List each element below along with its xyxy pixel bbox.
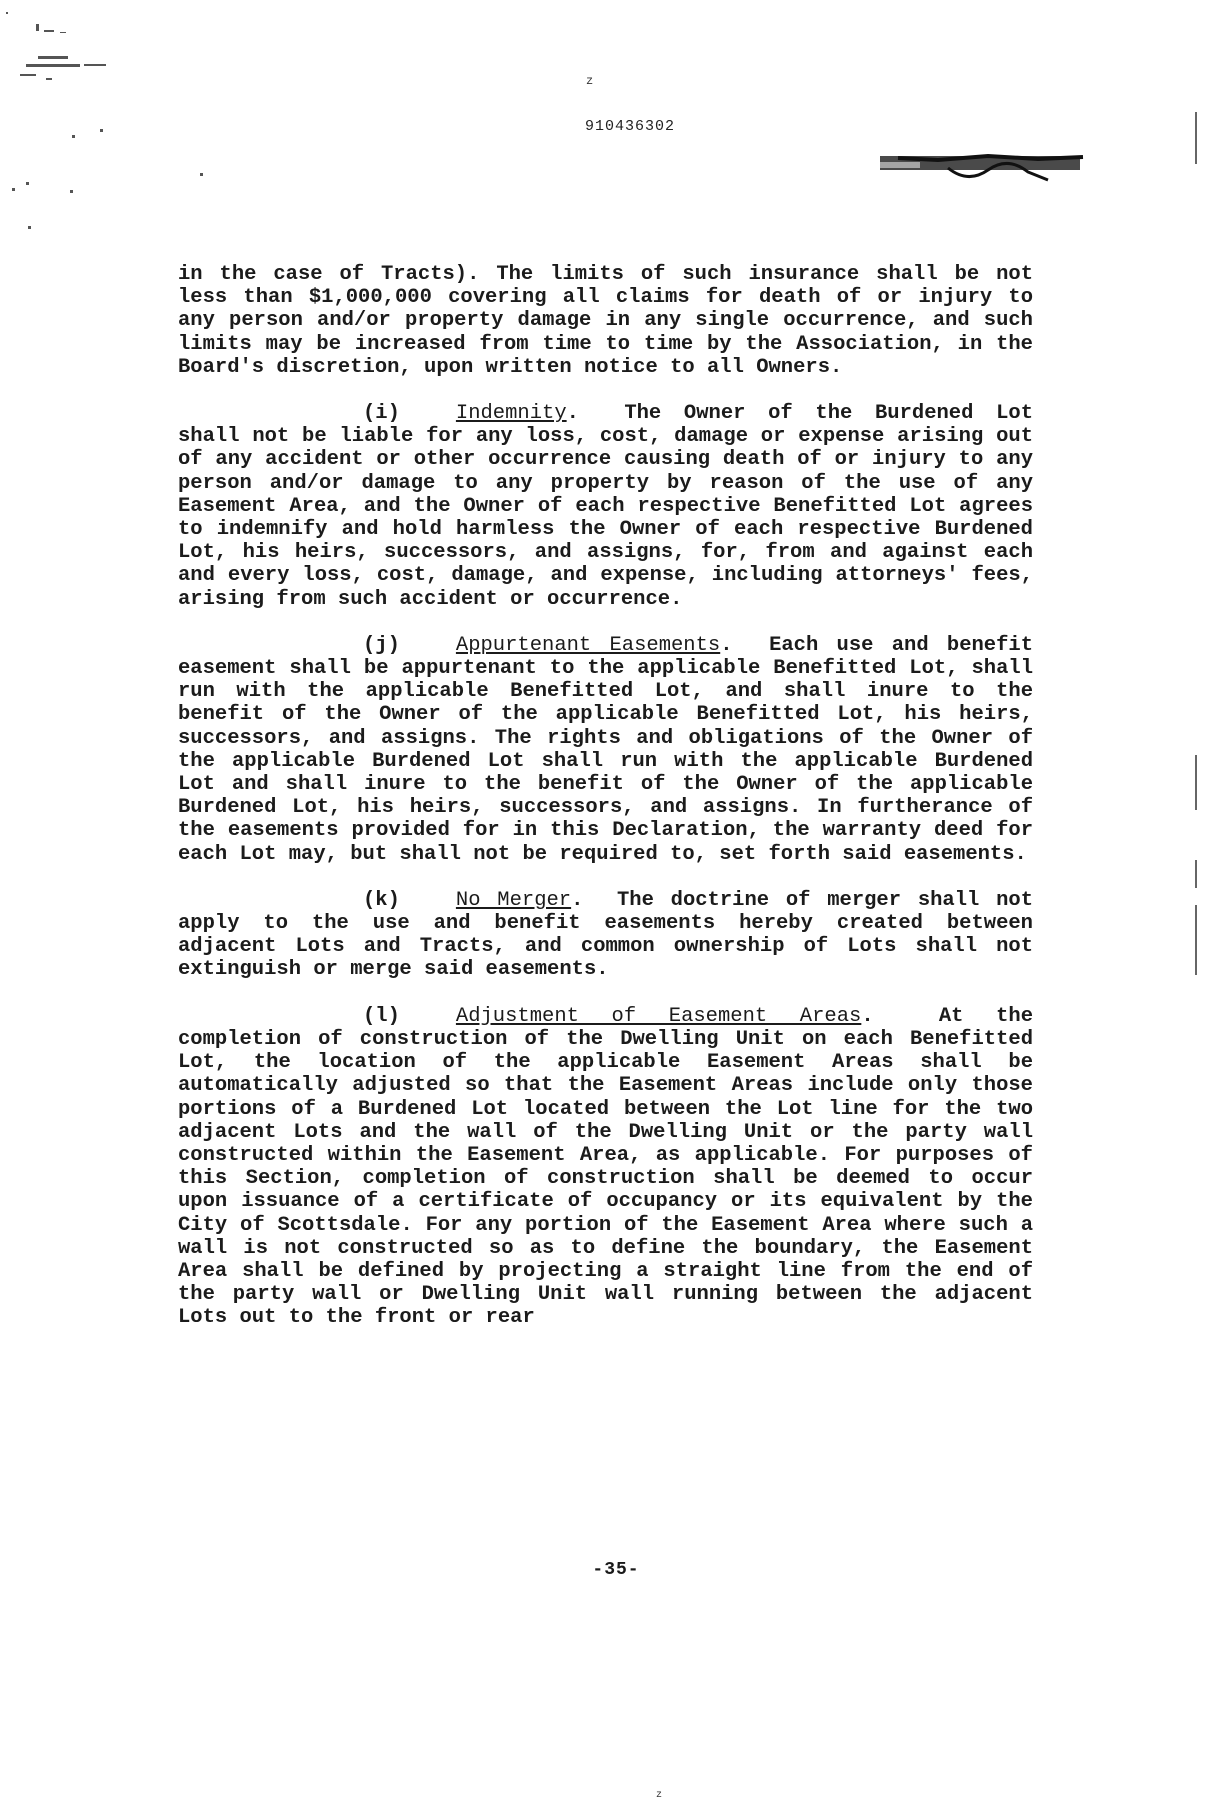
page-number: -35- [592,1560,640,1580]
section-heading: Adjustment of Easement Areas [455,1004,862,1028]
section-text: Each use and benefit easement shall be appurtenant to the applicable Benefitted Lot, shall run with the applicable Benefitted Lot, and shall inure to the benefit of the Owner of the applicable Benefitted Lot, his heirs, successors, and assigns. The rights and obligations of the Owner of the applicable Burdened Lot shall run with the applicable Burdened Lot and shall inure to the benefit of the Owner of the applicable Burdened Lot, his heirs, successors, and assigns. In furtherance of the easements provided for in this Declaration, the warranty deed for each Lot may, but shall not be required to, set forth said easements. [178,633,1034,866]
margin-rule [1195,860,1197,888]
top-mark: z [586,74,594,88]
scan-specks [0,0,260,260]
section-text: The doctrine of merger shall not apply to the use and benefit easements hereby created between adjacent Lots and Tracts, and common ownership of Lots shall not extinguish or merge said easements. [178,888,1034,982]
margin-rule [1195,905,1197,975]
section-text: The Owner of the Burdened Lot shall not be liable for any loss, cost, damage or expense arising out of any accident or other occurrence causing death of or injury to any person and/or damage to any property by reason of the use of any Easement Area, and the Owner of each respective Benefitted Lot agrees to indemnify and hold harmless the Owner of each respective Burdened Lot, his heirs, successors, and assigns, for, from and against each and every loss, cost, damage, and expense, including attorneys' fees, arising from such accident or occurrence. [178,402,1034,611]
intro-paragraph: in the case of Tracts). The limits of such insurance shall be not less than $1,000,000 covering all claims for death of or injury to any person and/or property damage in any single occurrence, and such limits may be increased from time to time by the Association, in the Board's discretion, upon written notice to all Owners. [178,263,1033,379]
margin-rule [1195,755,1197,810]
section-text: At the completion of construction of the Dwelling Unit on each Benefitted Lot, the location of the applicable Easement Areas shall be automatically adjusted so that the Easement Areas include only those portions of a Burdened Lot located between the Lot line for the two adjacent Lots and the wall of the Dwelling Unit or the party wall constructed within the Easement Area, as applicable. For purposes of this Section, completion of construction shall be deemed to occur upon issuance of a certificate of occupancy or its equivalent by the City of Scottsdale. For any portion of the Easement Area where such a wall is not constructed so as to define the boundary, the Easement Area shall be defined by projecting a straight line from the end of the party wall or Dwelling Unit wall running between the adjacent Lots out to the front or rear [178,1004,1034,1330]
section-i: (i) Indemnity. The Owner of the Burdened Lot shall not be liable for any loss, cost, damage or expense arising out of any accident or other occurrence causing death of or injury to any person and/or damage to any property by reason of the use of any Easement Area, and the Owner of each respective Benefitted Lot agrees to indemnify and hold harmless the Owner of each respective Burdened Lot, his heirs, successors, and assigns, for, from and against each and every loss, cost, damage, and expense, including attorneys' fees, arising from such accident or occurrence. [178,402,1034,611]
section-heading: Indemnity [455,402,567,426]
recording-stamp [878,150,1088,184]
section-number: (j) [363,633,400,657]
section-number: (l) [363,1004,400,1028]
section-l: (l) Adjustment of Easement Areas. At the completion of construction of the Dwelling Unit on each Benefitted Lot, the location of the applicable Easement Areas shall be automatically adjusted so that the Easement Areas include only those portions of a Burdened Lot located between the Lot line for the two adjacent Lots and the wall of the Dwelling Unit or the party wall constructed within the Easement Area, as applicable. For purposes of this Section, completion of construction shall be deemed to occur upon issuance of a certificate of occupancy or its equivalent by the City of Scottsdale. For any portion of the Easement Area where such a wall is not constructed so as to define the boundary, the Easement Area shall be defined by projecting a straight line from the end of the party wall or Dwelling Unit wall running between the adjacent Lots out to the front or rear [178,1004,1034,1330]
margin-rule [1195,112,1197,164]
section-heading: No Merger [455,888,572,912]
section-k: (k) No Merger. The doctrine of merger shall not apply to the use and benefit easements hereby created between adjacent Lots and Tracts, and common ownership of Lots shall not extinguish or merge said easements. [178,888,1034,982]
section-j: (j) Appurtenant Easements. Each use and benefit easement shall be appurtenant to the applicable Benefitted Lot, shall run with the applicable Benefitted Lot, and shall inure to the benefit of the Owner of the applicable Benefitted Lot, his heirs, successors, and assigns. The rights and obligations of the Owner of the applicable Burdened Lot shall run with the applicable Burdened Lot and shall inure to the benefit of the Owner of the applicable Burdened Lot, his heirs, successors, and assigns. In furtherance of the easements provided for in this Declaration, the warranty deed for each Lot may, but shall not be required to, set forth said easements. [178,633,1034,866]
section-heading: Appurtenant Easements [455,633,721,657]
document-number: 910436302 [585,118,676,135]
document-body [178,263,1033,1353]
section-number: (k) [363,888,400,912]
bottom-mark: z [656,1790,663,1801]
section-number: (i) [363,402,400,426]
